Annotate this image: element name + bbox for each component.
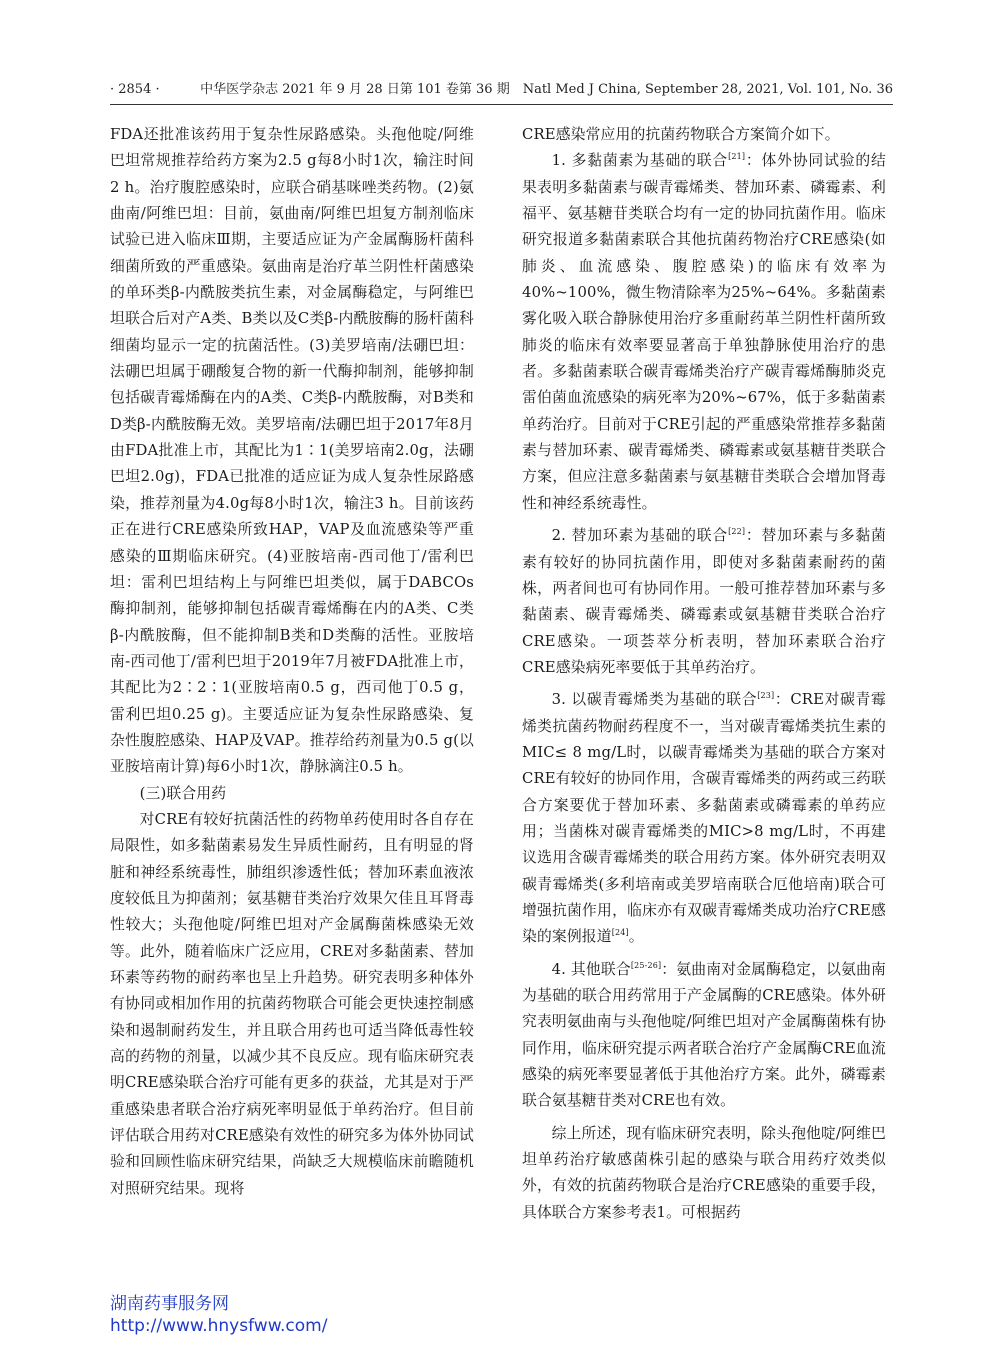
subsection-body: ：替加环素与多黏菌素有较好的协同抗菌作用，即使对多黏菌素耐药的菌株，两者间也可有协同作用。一般可推荐替加环素与多黏菌素、碳青霉烯类、磷霉素或氨基糖苷类联合治疗CRE感染。一项荟萃分析表明，替加环素联合治疗CRE感染病死率要低于其单药治疗。	[522, 527, 886, 676]
subsection-other	[522, 957, 886, 1115]
subsection-title: 3. 以碳青霉烯类为基础的联合	[551, 691, 758, 709]
subsection-polymyxin	[522, 148, 886, 517]
watermark-url[interactable]: http://www.hnysfww.com/	[110, 1316, 328, 1336]
citation-ref: [23]	[757, 691, 775, 701]
paragraph-summary: 综上所述，现有临床研究表明，除头孢他啶/阿维巴坦单药治疗敏感菌株引起的感染与联合用药疗效类似外，有效的抗菌药物联合是治疗CRE感染的重要手段，具体联合方案参考表1。可根据药	[522, 1124, 886, 1221]
section-heading-combination: (三)联合用药	[139, 784, 227, 802]
paragraph-drug-descriptions: FDA还批准该药用于复杂性尿路感染。头孢他啶/阿维巴坦常规推荐给药方案为2.5 g每8小时1次，输注时间2 h。治疗腹腔感染时，应联合硝基咪唑类药物。(2)氨曲南/阿维巴坦：目前，氨曲南/阿维巴坦复方制剂临床试验已进入临床Ⅲ期，主要适应证为产金属酶肠杆菌科细菌所致的严重感染。氨曲南是治疗革兰阴性杆菌感染的单环类β-内酰胺类抗生素，对金属酶稳定，与阿维巴坦联合后对产A类、B类以及C类β-内酰胺酶的肠杆菌科细菌均显示一定的抗菌活性。(3)美罗培南/法硼巴坦：法硼巴坦属于硼酸复合物的新一代酶抑制剂，能够抑制包括碳青霉烯酶在内的A类、C类β-内酰胺酶，对B类和D类β-内酰胺酶无效。美罗培南/法硼巴坦于2017年8月由FDA批准上市，其配比为1∶1(美罗培南2.0g，法硼巴坦2.0g)，FDA已批准的适应证为成人复杂性尿路感染，推荐剂量为4.0g每8小时1次，输注3 h。目前该药正在进行CRE感染所致HAP，VAP及血流感染等严重感染的Ⅲ期临床研究。(4)亚胺培南-西司他丁/雷利巴坦：雷利巴坦结构上与阿维巴坦类似，属于DABCOs酶抑制剂，能够抑制包括碳青霉烯酶在内的A类、C类β-内酰胺酶，但不能抑制B类和D类酶的活性。亚胺培南-西司他丁/雷利巴坦于2019年7月被FDA批准上市，其配比为2∶2∶1(亚胺培南0.5 g，西司他丁0.5 g，雷利巴坦0.25 g)。主要适应证为复杂性尿路感染、复杂性腹腔感染、HAP及VAP。推荐给药剂量为0.5 g(以亚胺培南计算)每6小时1次，静脉滴注0.5 h。	[110, 126, 474, 776]
subsection-body: ：体外协同试验的结果表明多黏菌素与碳青霉烯类、替加环素、磷霉素、利福平、氨基糖苷类联合均有一定的协同抗菌作用。临床研究报道多黏菌素联合其他抗菌药物治疗CRE感染(如肺炎、血流感染、腹腔感染)的临床有效率为40%~100%，微生物清除率为25%~64%。多黏菌素雾化吸入联合静脉使用治疗多重耐药革兰阴性杆菌所致肺炎的临床有效率要显著高于单独静脉使用治疗的患者。多黏菌素联合碳青霉烯类治疗产碳青霉烯酶肺炎克雷伯菌血流感染的病死率为20%~67%，低于多黏菌素单药治疗。目前对于CRE引起的严重感染常推荐多黏菌素与替加环素、碳青霉烯类、磷霉素或氨基糖苷类联合方案，但应注意多黏菌素与氨基糖苷类联合会增加肾毒性和神经系统毒性。	[522, 152, 886, 512]
subsection-title: 2. 替加环素为基础的联合	[551, 527, 729, 545]
journal-citation: 中华医学杂志 2021 年 9 月 28 日第 101 卷第 36 期 Natl Med J China, September 28, 2021, Vol. 101, No. 36	[200, 82, 893, 97]
citation-ref: [21]	[728, 152, 746, 162]
subsection-body: ：CRE对碳青霉烯类抗菌药物耐药程度不一，当对碳青霉烯类抗生素的MIC≤ 8 mg/L时，以碳青霉烯类为基础的联合方案对CRE有较好的协同作用，含碳青霉烯类的两药或三药联合方案要优于替加环素、多黏菌素或磷霉素的单药应用；当菌株对碳青霉烯类的MIC>8 mg/L时，不再建议选用含碳青霉烯类的联合用药方案。体外研究表明双碳青霉烯类(多利培南或美罗培南联合厄他培南)联合可增强抗菌作用，临床亦有双碳青霉烯类成功治疗CRE感染的案例报道	[522, 691, 886, 946]
sentence-end: 。	[628, 928, 644, 946]
citation-ref: [25-26]	[630, 960, 662, 970]
running-header	[110, 78, 893, 102]
subsection-title: 1. 多黏菌素为基础的联合	[551, 152, 729, 170]
subsection-carbapenem	[522, 687, 886, 950]
subsection-title: 4. 其他联合	[551, 960, 631, 978]
right-column	[522, 122, 886, 1282]
watermark	[110, 1293, 327, 1337]
watermark-site-name: 湖南药事服务网	[110, 1294, 229, 1314]
subsection-tigecycline	[522, 523, 886, 681]
citation-ref: [22]	[728, 527, 746, 537]
page-number: · 2854 ·	[110, 82, 160, 97]
subsection-body: ：氨曲南对金属酶稳定，以氨曲南为基础的联合用药常用于产金属酶的CRE感染。体外研究表明氨曲南与头孢他啶/阿维巴坦对产金属酶菌株有协同作用，临床研究提示两者联合治疗产金属酶CRE血流感染的病死率要显著低于其他治疗方案。此外，磷霉素联合氨基糖苷类对CRE也有效。	[522, 960, 886, 1110]
left-column	[110, 122, 474, 1282]
paragraph-combination-intro: 对CRE有较好抗菌活性的药物单药使用时各自存在局限性，如多黏菌素易发生异质性耐药，且有明显的肾脏和神经系统毒性，肺组织渗透性低；替加环素血液浓度较低且为抑菌剂；氨基糖苷类治疗效果欠佳且耳肾毒性较大；头孢他啶/阿维巴坦对产金属酶菌株感染无效等。此外，随着临床广泛应用，CRE对多黏菌素、替加环素等药物的耐药率也呈上升趋势。研究表明多种体外有协同或相加作用的抗菌药物联合可能会更快速控制感染和遏制耐药发生，并且联合用药也可适当降低毒性较高的药物的剂量，以减少其不良反应。现有临床研究表明CRE感染联合治疗可能有更多的获益，尤其是对于严重感染患者联合治疗病死率明显低于单药治疗。但目前评估联合用药对CRE感染有效性的研究多为体外协同试验和回顾性临床研究结果，尚缺乏大规模临床前瞻随机对照研究结果。现将	[110, 810, 474, 1197]
citation-ref: [24]	[611, 928, 629, 938]
paragraph-intro-continuation: CRE感染常应用的抗菌药物联合方案简介如下。	[522, 126, 840, 143]
header-rule	[110, 104, 893, 105]
